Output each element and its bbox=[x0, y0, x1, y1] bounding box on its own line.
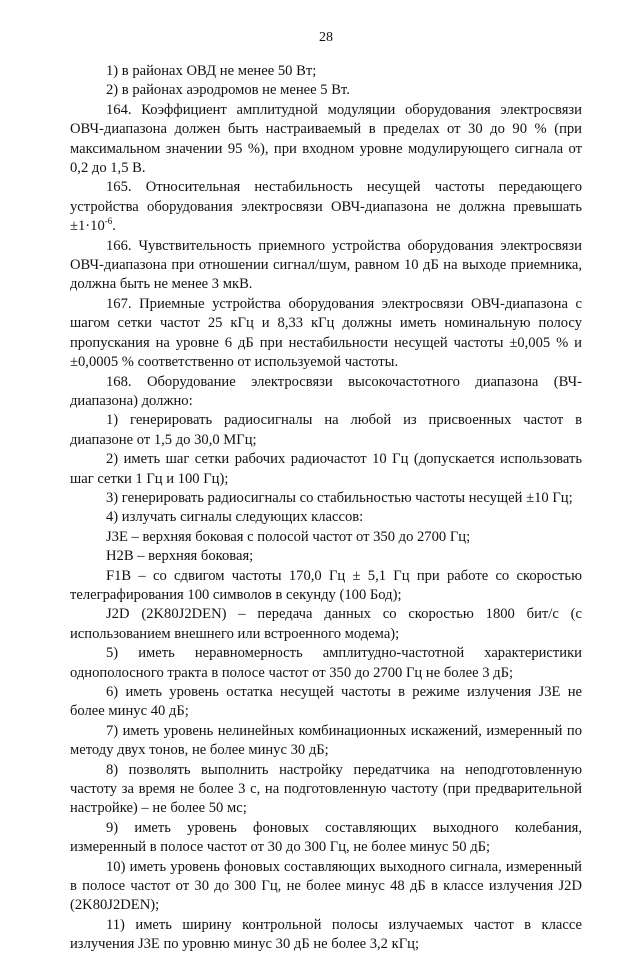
page-number: 28 bbox=[319, 30, 333, 45]
superscript: -6 bbox=[104, 216, 113, 227]
paragraph: 1) в районах ОВД не менее 50 Вт; bbox=[106, 63, 317, 79]
list-item: 10) иметь уровень фоновых составляющих выходного сигнала, измеренный в полосе частот от 30 до 300 Гц, не более минус 48 дБ в классе излучения J2D (2K80J2DEN); bbox=[70, 858, 582, 914]
paragraph-text: 165. Относительная нестабильность несущей частоты передающего устройства оборудования электросвязи ОВЧ-диапазона не должна превышать ±1·10 bbox=[70, 179, 582, 235]
paragraph bbox=[70, 178, 582, 236]
list-item: 9) иметь уровень фоновых составляющих выходного колебания, измеренный в полосе частот от 30 до 300 Гц, не более минус 50 дБ; bbox=[70, 819, 582, 856]
paragraph: 164. Коэффициент амплитудной модуляции оборудования электросвязи ОВЧ-диапазона должен быть настраиваемый в пределах от 30 до 90 % (при максимальном значении 95 %), при входном уровне модулирующего сигнала от 0,2 до 1,5 В. bbox=[70, 101, 582, 177]
list-item: 11) иметь ширину контрольной полосы излучаемых частот в классе излучения J3E по уровню минус 30 дБ не более 3,2 кГц; bbox=[70, 916, 582, 953]
list-item: 4) излучать сигналы следующих классов: bbox=[106, 509, 364, 526]
list-item: H2B – верхняя боковая; bbox=[106, 548, 254, 565]
list-item: 5) иметь неравномерность амплитудно-частотной характеристики однополосного тракта в полосе частот от 350 до 2700 Гц не более 3 дБ; bbox=[70, 645, 582, 681]
list-item: J3E – верхняя боковая с полосой частот от 350 до 2700 Гц; bbox=[106, 528, 471, 545]
list-item: 8) позволять выполнить настройку передатчика на неподготовленную частоту за время не более 3 с, на подготовленную частоту (при предварительной настройке) – не более 50 мс; bbox=[70, 761, 582, 817]
list-item: 6) иметь уровень остатка несущей частоты в режиме излучения J3E не более минус 40 дБ; bbox=[70, 684, 582, 720]
paragraph: 2) в районах аэродромов не менее 5 Вт. bbox=[106, 82, 350, 99]
list-item: 1) генерировать радиосигналы на любой из присвоенных частот в диапазоне от 1,5 до 30,0 МГц; bbox=[70, 412, 582, 448]
paragraph-tail: . bbox=[112, 218, 116, 235]
list-item: J2D (2K80J2DEN) – передача данных со скоростью 1800 бит/с (с использованием внешнего или встроенного модема); bbox=[70, 606, 582, 642]
list-item: 2) иметь шаг сетки рабочих радиочастот 10 Гц (допускается использовать шаг сетки 1 Гц и 100 Гц); bbox=[70, 451, 582, 487]
paragraph: 166. Чувствительность приемного устройства оборудования электросвязи ОВЧ-диапазона при отношении сигнал/шум, равном 10 дБ на выходе приемника, должна быть не менее 3 мкВ. bbox=[70, 237, 582, 293]
paragraph: 168. Оборудование электросвязи высокочастотного диапазона (ВЧ-диапазона) должно: bbox=[70, 373, 582, 409]
list-item: 3) генерировать радиосигналы со стабильностью частоты несущей ±10 Гц; bbox=[106, 489, 573, 506]
list-item: 7) иметь уровень нелинейных комбинационных искажений, измеренный по методу двух тонов, не более минус 30 дБ; bbox=[70, 722, 582, 759]
list-item: F1B – со сдвигом частоты 170,0 Гц ± 5,1 Гц при работе со скоростью телеграфирования 100 символов в секунду (100 Бод); bbox=[70, 567, 582, 603]
paragraph: 167. Приемные устройства оборудования электросвязи ОВЧ-диапазона с шагом сетки частот 25 кГц и 8,33 кГц должны иметь номинальную полосу пропускания на уровне 6 дБ при нестабильности несущей частоты ±0,005 % и ±0,0005 % соответственно от используемой частоты. bbox=[70, 295, 582, 371]
